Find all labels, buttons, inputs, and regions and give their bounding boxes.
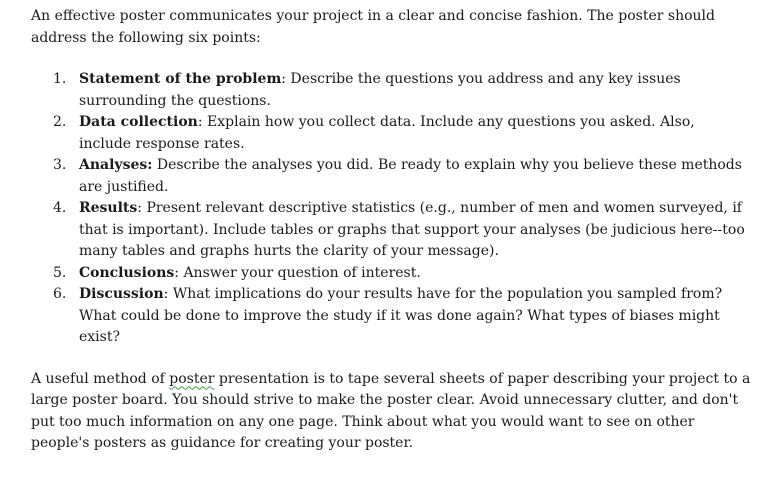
- closing-paragraph: [31, 369, 751, 455]
- list-item-text: : Explain how you collect data. Include any questions you asked. Also, include response rates.: [79, 114, 695, 152]
- document-body: [31, 6, 761, 455]
- spellcheck-flagged-word[interactable]: poster: [169, 370, 215, 387]
- list-item-text: : What implications do your results have for the population you sampled from? What could be done to improve the study if it was done again? What types of biases might exist?: [79, 286, 723, 345]
- list-item: [31, 198, 749, 263]
- list-item: [31, 155, 755, 198]
- list-item-term: Results: [79, 200, 138, 216]
- six-points-list: [31, 69, 761, 349]
- list-item-number: 4.: [53, 200, 67, 216]
- list-item-text: : Present relevant descriptive statistics (e.g., number of men and women surveyed, if that is important). Include tables or graphs that support your analyses (be judicious here--too many tables and graphs hurts the clarity of your message).: [79, 200, 745, 259]
- list-item-term: Data collection: [79, 114, 198, 130]
- list-item-text: : Answer your question of interest.: [174, 264, 421, 281]
- list-item: [31, 263, 755, 285]
- list-item-number: 5.: [53, 264, 67, 281]
- list-item: [31, 284, 727, 349]
- list-item-term: Statement of the problem: [79, 71, 282, 87]
- list-item-number: 1.: [53, 71, 67, 87]
- list-item-text: Describe the analyses you did. Be ready to explain why you believe these methods are justified.: [79, 157, 742, 195]
- closing-text-start: A useful method of: [31, 370, 170, 387]
- list-item-number: 3.: [53, 157, 67, 173]
- list-item-text: : Describe the questions you address and any key issues surrounding the questions.: [79, 71, 681, 109]
- list-item-number: 6.: [53, 286, 67, 302]
- list-item-term: Conclusions: [79, 264, 175, 281]
- list-item: [31, 69, 755, 112]
- list-item: [31, 112, 747, 155]
- intro-paragraph: An effective poster communicates your project in a clear and concise fashion. The poster should address the following six points:: [31, 8, 715, 46]
- list-item-number: 2.: [53, 114, 67, 130]
- list-item-term: Analyses:: [79, 157, 153, 173]
- list-item-term: Discussion: [79, 286, 164, 302]
- closing-text-rest: presentation is to tape several sheets of paper describing your project to a large poster board. You should strive to make the poster clear. Avoid unnecessary clutter, and don't put too much information on any one page. Think about what you would want to see on other people's posters as guidance for creating your poster.: [31, 370, 751, 451]
